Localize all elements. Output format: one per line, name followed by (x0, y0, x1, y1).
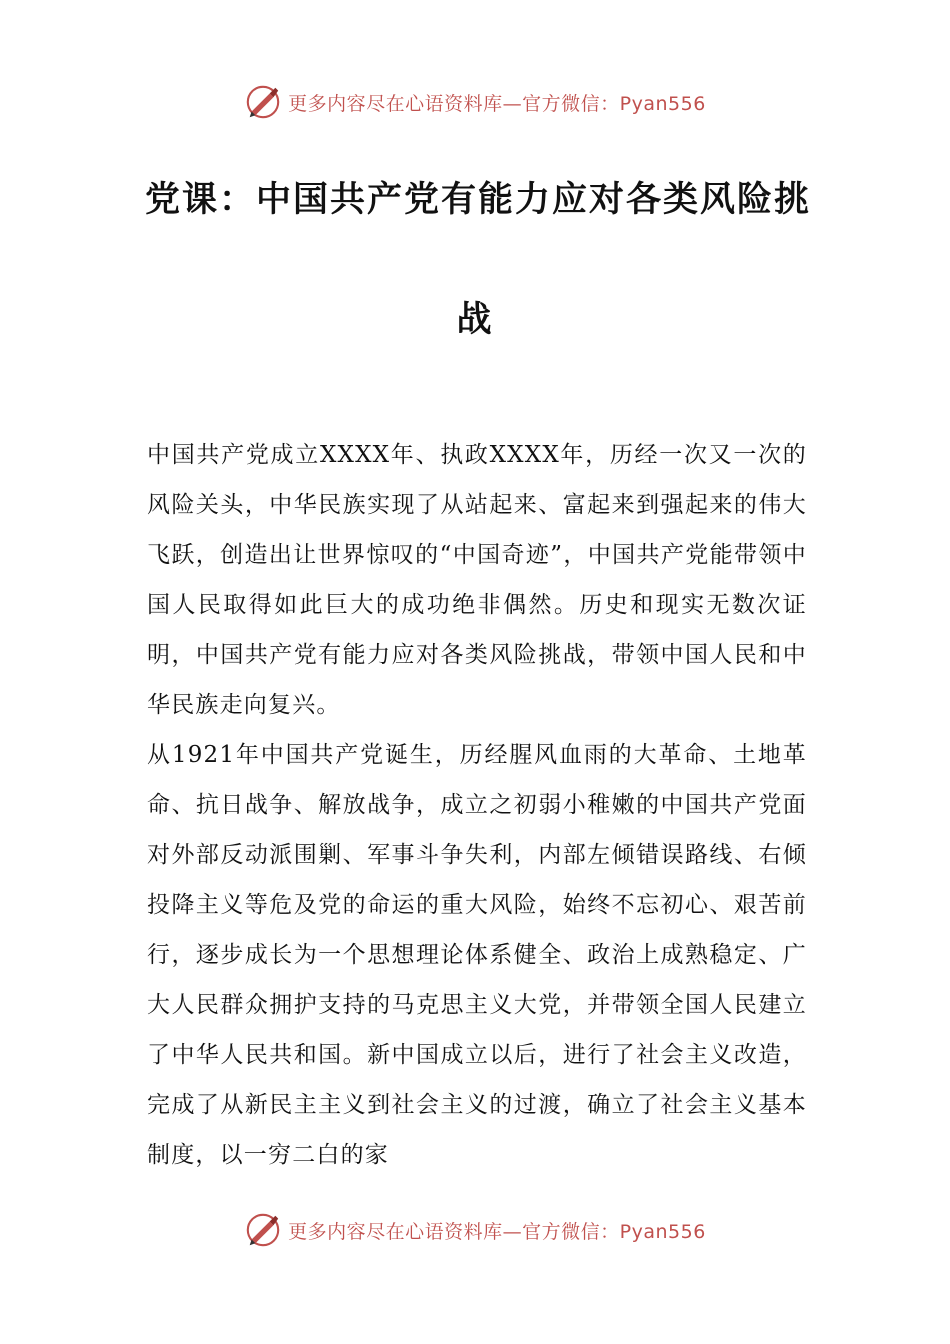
body-paragraph-2: 从1921年中国共产党诞生，历经腥风血雨的大革命、土地革命、抗日战争、解放战争，成立之初弱小稚嫩的中国共产党面对外部反动派围剿、军事斗争失利，内部左倾错误路线、右倾投降主义等危及党的命运的重大风险，始终不忘初心、艰苦前行，逐步成长为一个思想理论体系健全、政治上成熟稳定、广大人民群众拥护支持的马克思主义大党，并带领全国人民建立了中华人民共和国。新中国成立以后，进行了社会主义改造，完成了从新民主主义到社会主义的过渡，确立了社会主义基本制度，以一穷二白的家 (147, 742, 807, 1168)
pen-logo-icon (244, 83, 282, 121)
watermark-text: 更多内容尽在心语资料库—官方微信：Pyan556 (288, 1220, 706, 1243)
document-title-line-1: 党课：中国共产党有能力应对各类风险挑 (145, 179, 812, 220)
watermark-header (0, 80, 950, 124)
watermark-text: 更多内容尽在心语资料库—官方微信：Pyan556 (288, 92, 706, 115)
document-body (147, 430, 807, 1180)
document-title-line-2: 战 (456, 299, 494, 340)
body-paragraph-1: 中国共产党成立XXXX年、执政XXXX年，历经一次又一次的风险关头，中华民族实现了从站起来、富起来到强起来的伟大飞跃，创造出让世界惊叹的“中国奇迹”，中国共产党能带领中国人民取得如此巨大的成功绝非偶然。历史和现实无数次证明，中国共产党有能力应对各类风险挑战，带领中国人民和中华民族走向复兴。 (147, 442, 807, 718)
watermark-footer (0, 1208, 950, 1252)
pen-logo-icon (244, 1211, 282, 1249)
